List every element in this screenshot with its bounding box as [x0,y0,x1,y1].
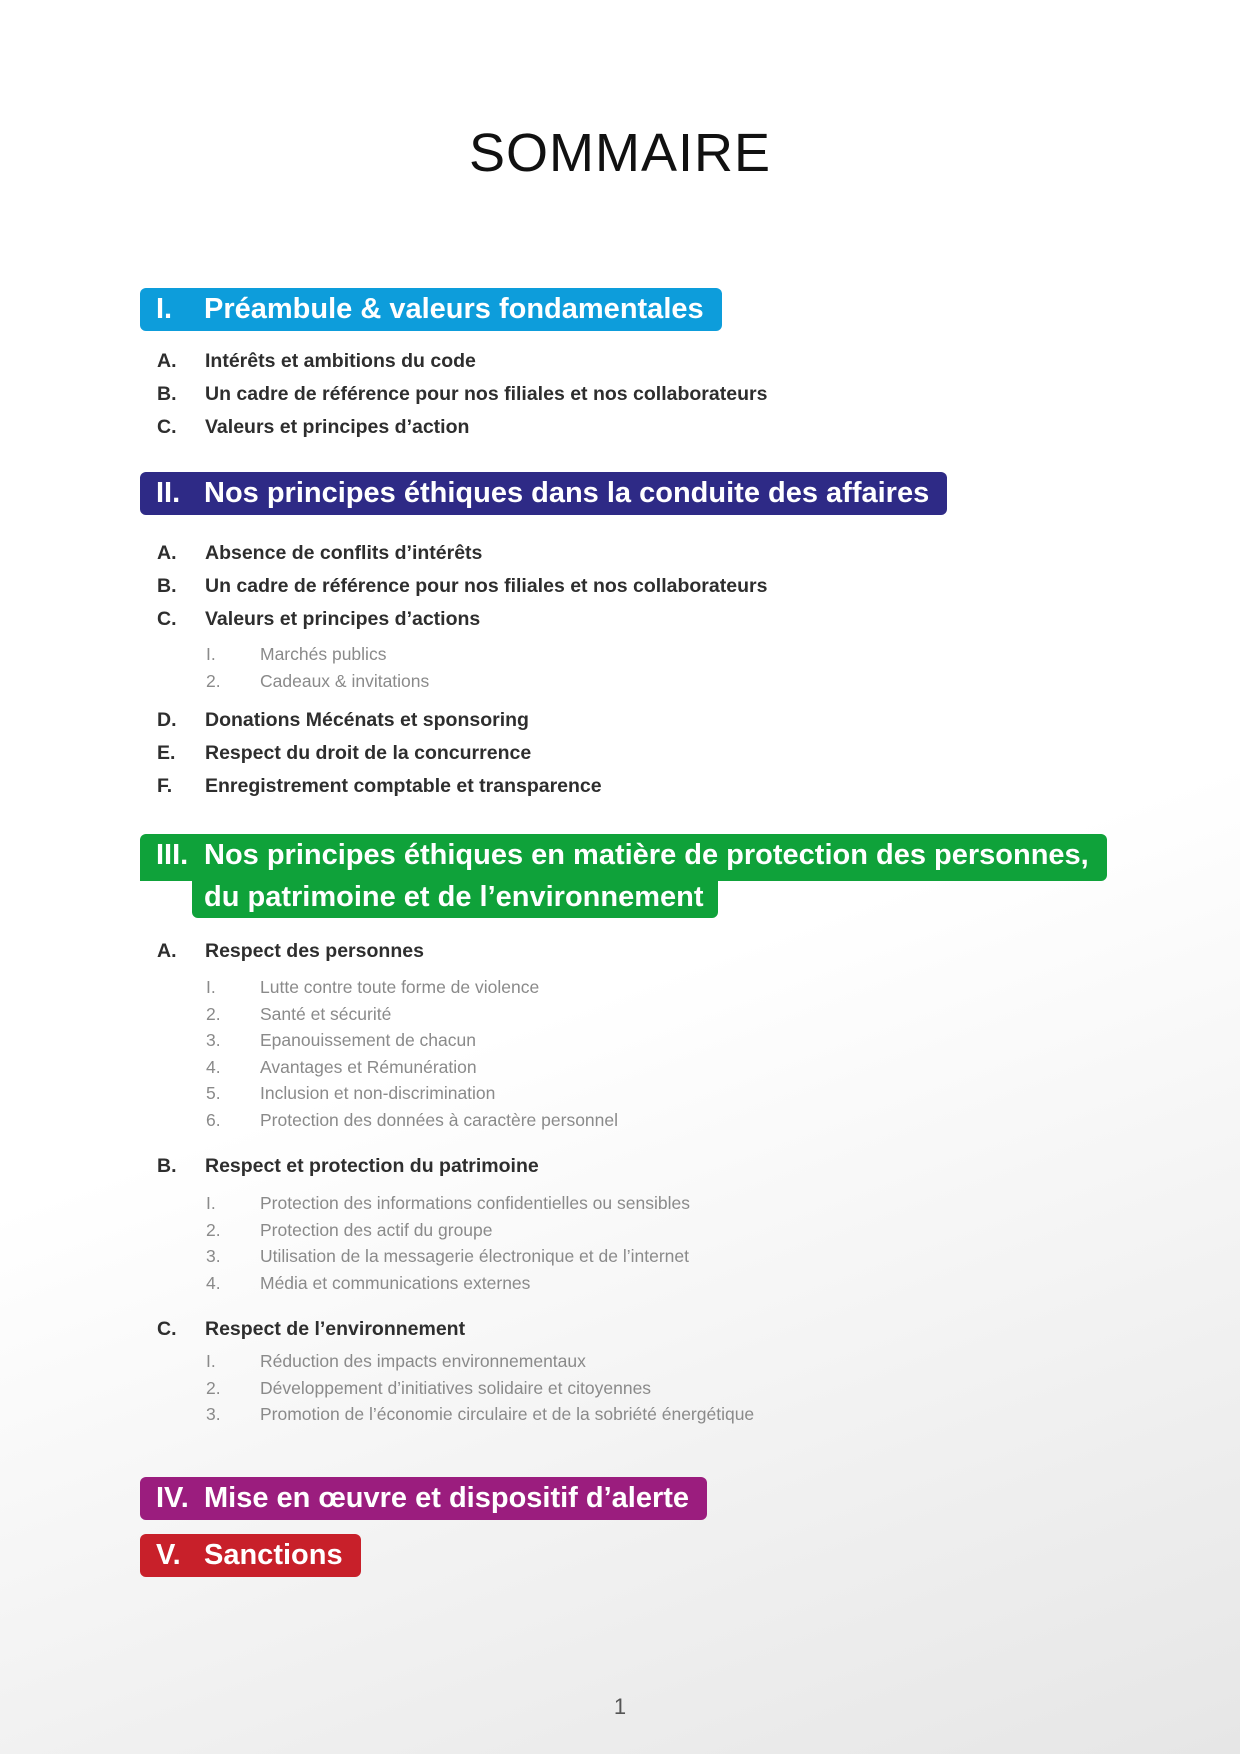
subitem-key: 4. [206,1272,221,1293]
item-label: Respect de l’environnement [205,1318,466,1340]
subitem-key: 6. [206,1109,221,1130]
subitem-key: 2. [206,1219,221,1240]
page-title: SOMMAIRE [468,123,772,183]
subitem-key: I. [206,977,216,997]
item-label: Un cadre de référence pour nos filiales et nos collaborateurs [205,575,768,597]
item-label: Respect des personnes [205,940,424,962]
item-label: Respect du droit de la concurrence [205,742,532,764]
section-header[interactable] [140,288,722,331]
section-title: Préambule & valeurs fondamentales [204,293,704,325]
subitem-label: Réduction des impacts environnementaux [260,1351,586,1371]
section-header-line-2[interactable] [192,881,718,918]
subitem-key: 3. [206,1246,221,1266]
item-label: Donations Mécénats et sponsoring [205,709,529,731]
item-key: D. [157,709,177,731]
section-header[interactable] [140,834,1107,881]
section-number: V. [156,1539,181,1571]
item-label: Respect et protection du patrimoine [205,1155,539,1177]
item-label: Valeurs et principes d’actions [205,608,481,630]
subitem-label: Inclusion et non-discrimination [260,1083,496,1103]
subitem-label: Marchés publics [260,644,387,664]
item-key: A. [157,350,177,372]
section-header[interactable] [140,472,947,515]
subitem-label: Protection des données à caractère personnel [260,1109,619,1130]
section-header[interactable] [140,1534,361,1577]
section-title-line-2: du patrimoine et de l’environnement [204,881,704,913]
item-key: C. [157,608,177,630]
toc-section-2[interactable] [140,472,947,515]
toc-section-4[interactable] [140,1477,707,1520]
section-number: I. [156,293,173,325]
subitem-label: Epanouissement de chacun [260,1030,476,1050]
subitem-label: Santé et sécurité [260,1003,392,1024]
subitem-key: I. [206,644,216,664]
item-key: C. [157,1318,177,1340]
section-title-line-1: Nos principes éthiques en matière de protection des personnes, [204,839,1089,871]
subitem-key: I. [206,1193,216,1213]
item-key: F. [157,775,173,797]
subitem-key: 3. [206,1030,221,1050]
toc-section-1[interactable] [140,288,722,331]
subitem-label: Protection des informations confidentielles ou sensibles [260,1193,690,1213]
subitem-key: I. [206,1351,216,1371]
section-title: Mise en œuvre et dispositif d’alerte [204,1482,690,1514]
subitem-label: Protection des actif du groupe [260,1219,493,1240]
section-header[interactable] [140,1477,707,1520]
item-key: B. [157,575,177,597]
subitem-key: 4. [206,1056,221,1077]
toc-section-5[interactable] [140,1534,361,1577]
item-key: C. [157,416,177,438]
subitem-label: Utilisation de la messagerie électronique et de l’internet [260,1246,689,1266]
item-key: B. [157,383,177,405]
subitem-key: 2. [206,1377,221,1398]
section-number: IV. [156,1482,189,1514]
subitem-label: Média et communications externes [260,1272,531,1293]
subitem-label: Lutte contre toute forme de violence [260,977,540,997]
subitem-label: Avantages et Rémunération [260,1056,477,1077]
subitem-label: Cadeaux & invitations [260,670,430,691]
item-label: Absence de conflits d’intérêts [205,542,483,564]
toc-section-3[interactable] [140,834,1107,918]
item-label: Valeurs et principes d’action [205,416,470,438]
item-key: E. [157,742,176,764]
subitem-key: 5. [206,1083,221,1103]
subitem-key: 2. [206,670,221,691]
section-title: Nos principes éthiques dans la conduite des affaires [204,477,930,509]
item-key: A. [157,542,177,564]
item-key: B. [157,1155,177,1177]
subitem-key: 3. [206,1404,221,1424]
section-title: Sanctions [204,1539,343,1571]
section-number: III. [156,839,189,871]
item-label: Un cadre de référence pour nos filiales et nos collaborateurs [205,383,768,405]
page-number: 1 [613,1694,627,1719]
subitem-label: Promotion de l’économie circulaire et de la sobriété énergétique [260,1404,755,1424]
subitem-key: 2. [206,1003,221,1024]
item-label: Enregistrement comptable et transparence [205,775,602,797]
item-key: A. [157,940,177,962]
subitem-label: Développement d’initiatives solidaire et citoyennes [260,1377,652,1398]
item-label: Intérêts et ambitions du code [205,350,476,372]
section-number: II. [156,477,181,509]
